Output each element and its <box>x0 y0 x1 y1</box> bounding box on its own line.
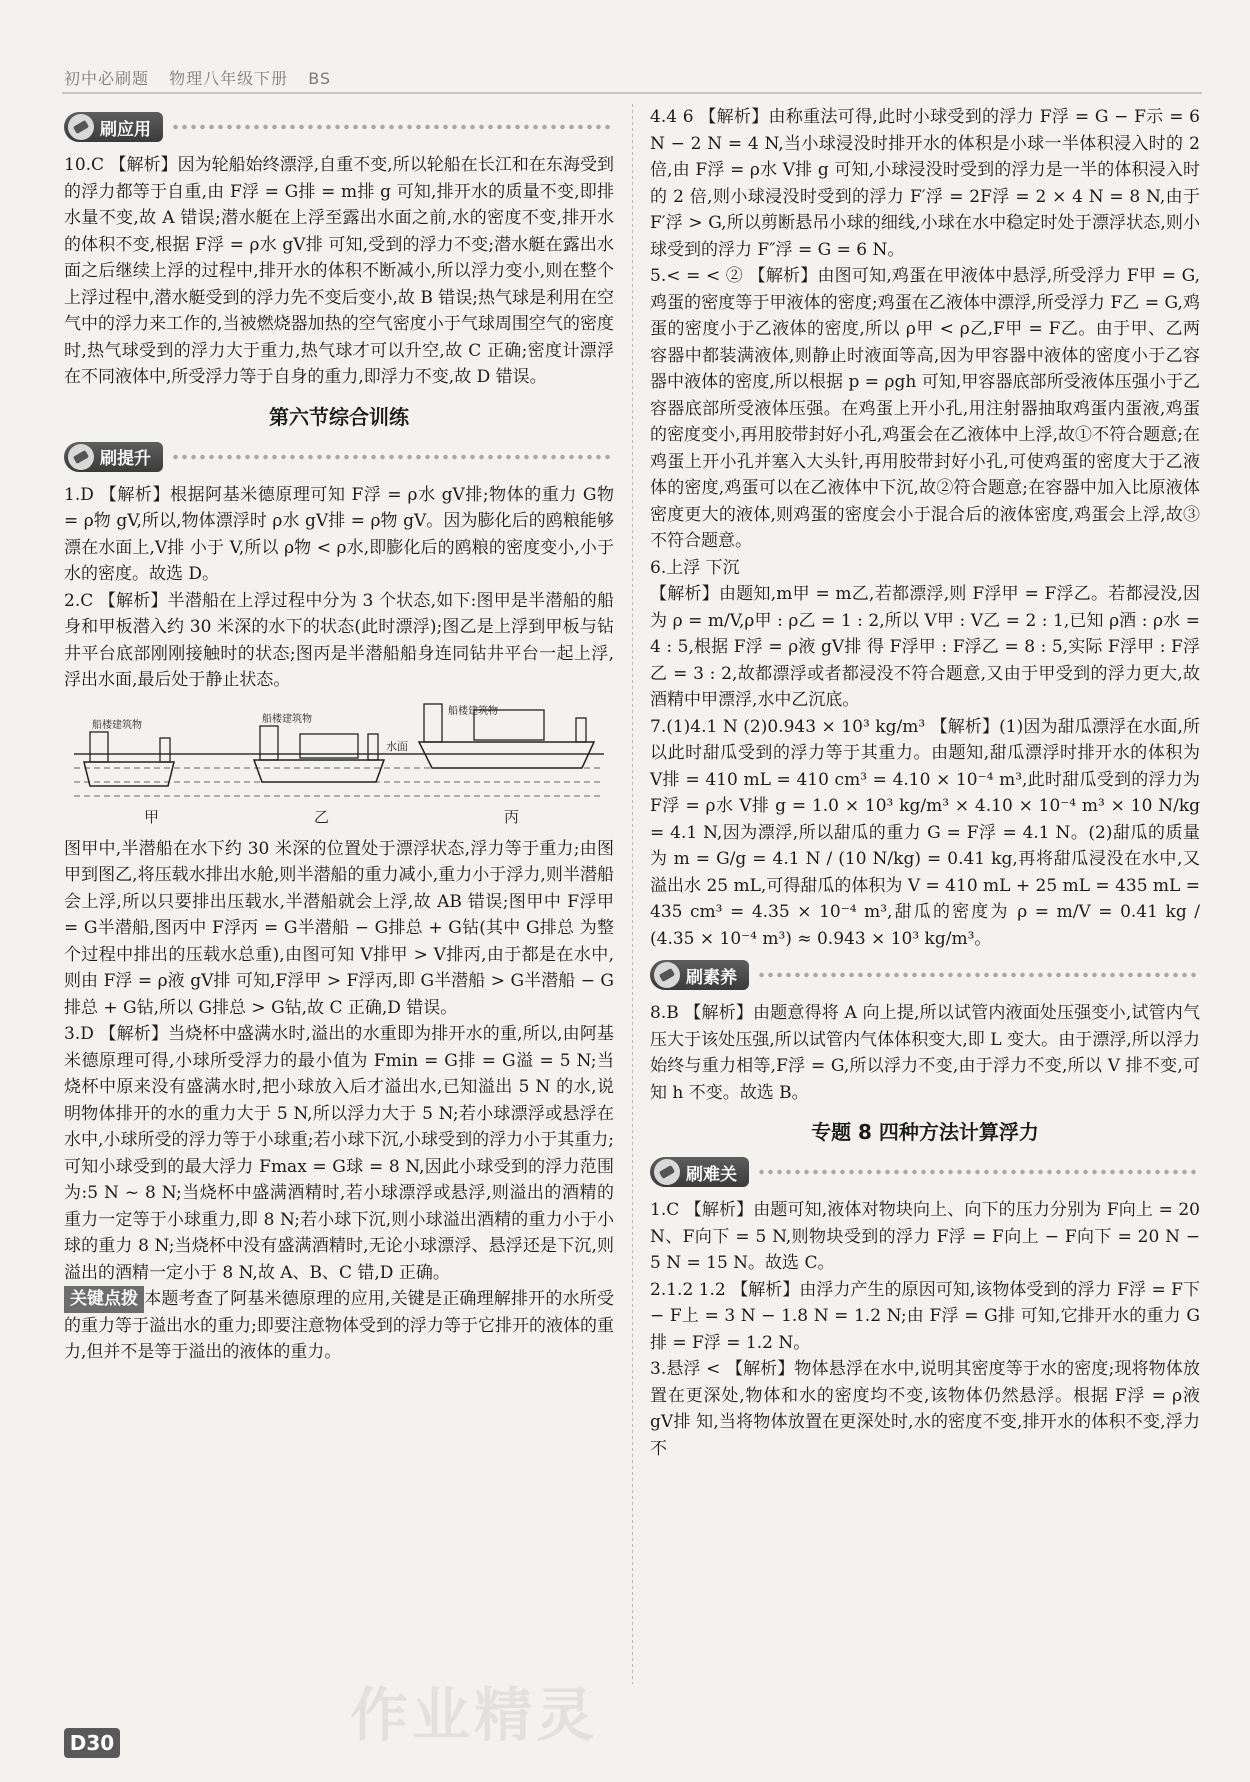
key-point <box>64 1286 614 1366</box>
header-rule <box>62 92 1202 94</box>
dotted-rule <box>171 123 614 131</box>
badge: 刷难关 <box>650 1157 749 1187</box>
answer-3: 3.D 【解析】当烧杯中盛满水时,溢出的水重即为排开水的重,所以,由阿基米德原理可得,小球所受浮力的最小值为 Fmin = G排 = G溢 = 5 N;当烧杯中原来没有盛满水时,把小球放入后才溢出水,已知溢出 5 N 的水,说明物体排开的水的重力大于 5 N,所以浮力大于 5 N;若小球漂浮或悬浮在水中,小球所受的浮力等于小球重;若小球下沉,小球受到的浮力小于其重力;可知小球受到的最大浮力 Fmax = G球 = 8 N,因此小球受到的浮力范围为:5 N ~ 8 N;当烧杯中盛满酒精时,若小球漂浮或悬浮,则溢出的酒精的重力一定等于小球重力,即 8 N;若小球下沉,则小球溢出酒精的重力小于小球的重力 8 N;当烧杯中没有盛满酒精时,无论小球漂浮、悬浮还是下沉,则溢出的酒精一定小于 8 N,故 A、B、C 错,D 正确。 <box>64 1024 614 1283</box>
topic-answer-2: 2.1.2 1.2 【解析】由浮力产生的原因可知,该物体受到的浮力 F浮 = F下 − F上 = 3 N − 1.8 N = 1.2 N;由 F浮 = G排 可知,它排开水的重力 G排 = F浮 = 1.2 N。 <box>650 1279 1200 1353</box>
dotted-rule <box>757 1168 1200 1176</box>
water-surface-label: 水面 <box>386 739 408 753</box>
answer-2-continued: 图甲中,半潜船在水下约 30 米深的位置处于漂浮状态,浮力等于重力;由图甲到图乙,将压载水排出水舱,则半潜船的重力减小,重力小于浮力,则半潜船会上浮,所以只要排出压载水,半潜船就会上浮,故 AB 错误;图甲中 F浮甲 = G半潜船,图丙中 F浮丙 = G半潜船 − G排总 + G钻(其中 G排总 为整个过程中排出的压载水总重),由图可知 V排甲 > V排丙,由于都是在水中,则由 F浮 = ρ液 gV排 可知,F浮甲 > F浮丙,即 G半潜船 > G半潜船 − G排总 + G钻,所以 G排总 > G钻,故 C 正确,D 错误。 <box>64 838 614 1018</box>
ship-hull-bing <box>419 742 594 768</box>
topic-title: 专题 8 四种方法计算浮力 <box>811 1120 1039 1144</box>
answer-5: 5.< = < ② 【解析】由图可知,鸡蛋在甲液体中悬浮,所受浮力 F甲 = G,鸡蛋的密度等于甲液体的密度;鸡蛋在乙液体中漂浮,所受浮力 F乙 = G,鸡蛋的密度小于乙液体的密度,所以 ρ甲 < ρ乙,F甲 = F乙。由于甲、乙两容器中都装满液体,则静止时液面等高,因为甲容器中液体的密度小于乙容器中液体的密度,所以根据 p = ρgh 可知,甲容器底部所受液体压强小于乙容器底部所受液体压强。在鸡蛋上开小孔,用注射器抽取鸡蛋内蛋液,鸡蛋的密度变小,再用胶带封好小孔,鸡蛋会在乙液体中上浮,故①不符合题意;在鸡蛋上开小孔并塞入大头针,再用胶带封好小孔,可使鸡蛋的密度大于乙液体的密度,鸡蛋可以在乙液体中下沉,故②符合题意;在容器中加入比原液体密度更大的液体,则鸡蛋的密度会小于混合后的液体密度,鸡蛋会上浮,故③不符合题意。 <box>650 266 1200 551</box>
ship-stern-yi <box>368 734 378 760</box>
ship-stern-jia <box>160 738 170 762</box>
dotted-rule <box>757 971 1200 979</box>
building-label-jia: 船楼建筑物 <box>92 719 142 731</box>
building-label-yi: 船楼建筑物 <box>262 713 312 725</box>
ship-diagram <box>64 698 614 832</box>
key-point-text: 本题考查了阿基米德原理的应用,关键是正确理解排开的水所受的重力等于溢出水的重力;即要注意物体受到的浮力等于它排开的液体的重力,但并不是等于溢出的液体的重力。 <box>64 1289 614 1362</box>
page-header <box>64 66 345 89</box>
badge: 刷应用 <box>64 112 163 142</box>
semi-submersible-figure <box>64 698 614 828</box>
badge: 刷提升 <box>64 442 163 472</box>
ship-tower-bing <box>424 704 442 742</box>
section-badge-improve <box>64 438 614 476</box>
watermark: 作业精灵 <box>350 1681 599 1749</box>
answer-7: 7.(1)4.1 N (2)0.943 × 10³ kg/m³ 【解析】(1)因为甜瓜漂浮在水面,所以此时甜瓜受到的浮力等于其重力。由题知,甜瓜漂浮时排开水的体积为 V排 = 410 mL = 410 cm³ = 4.10 × 10⁻⁴ m³,此时甜瓜受到的浮力为 F浮 = ρ水 V排 g = 1.0 × 10³ kg/m³ × 4.10 × 10⁻⁴ m³ × 10 N/kg = 4.1 N,因为漂浮,所以甜瓜的重力 G = F浮 = 4.1 N。(2)甜瓜的质量为 m = G/g = 4.1 N / (10 N/kg) = 0.41 kg,再将甜瓜浸没在水中,又溢出水 25 mL,可得甜瓜的体积为 V = 410 mL + 25 mL = 435 mL = 435 cm³ = 4.35 × 10⁻⁴ m³,甜瓜的密度为 ρ = m/V = 0.41 kg / (4.35 × 10⁻⁴ m³) ≈ 0.943 × 10³ kg/m³。 <box>650 716 1200 949</box>
series-name: 初中必刷题 <box>64 69 150 88</box>
section-badge-quality <box>650 956 1200 994</box>
section-badge-hard <box>650 1153 1200 1191</box>
building-label-bing: 船楼建筑物 <box>448 705 498 717</box>
brush-icon <box>654 1159 680 1185</box>
answer-6-analysis: 【解析】由题知,m甲 = m乙,若都漂浮,则 F浮甲 = F浮乙。若都浸没,因为 ρ = m/V,ρ甲 : ρ乙 = 1 : 2,所以 V甲 : V乙 = 2 : 1,已知 ρ酒 : ρ水 = 4 : 5,根据 F浮 = ρ液 gV排 得 F浮甲 : F浮乙 = 8 : 5,实际 F浮甲 : F浮乙 = 3 : 2,故都漂浮或者都浸没不符合题意,又由于甲受到的浮力更大,故酒精中甲漂浮,水中乙沉底。 <box>650 584 1200 710</box>
answer-6: 6.上浮 下沉 <box>650 557 740 578</box>
ship-tower-yi <box>260 726 278 760</box>
subject-name: 物理八年级下册 <box>169 69 289 88</box>
topic-answer-3: 3.悬浮 < 【解析】物体悬浮在水中,说明其密度等于水的密度;现将物体放置在更深处,物体和水的密度均不变,该物体仍然悬浮。根据 F浮 = ρ液 gV排 知,当将物体放置在更深处时,水的密度不变,排开水的体积不变,浮力不 <box>650 1359 1200 1459</box>
column-divider <box>632 104 633 1684</box>
dotted-rule <box>171 453 614 461</box>
answer-4: 4.4 6 【解析】由称重法可得,此时小球受到的浮力 F浮 = G − F示 = 6 N − 2 N = 4 N,当小球浸没时排开水的体积是小球一半体积浸入时的 2 倍,由 F浮 = ρ水 V排 g 可知,小球浸没时受到的浮力是一半的体积浸入时的 2 倍,则小球浸没时受到的浮力 F′浮 = 2F浮 = 2 × 4 N = 8 N,由于 F′浮 > G,所以剪断悬吊小球的细线,小球在水中稳定时处于漂浮状态,则小球受到的浮力 F″浮 = G = 6 N。 <box>650 107 1200 260</box>
caption-bing: 丙 <box>504 807 520 826</box>
edition: BS <box>308 69 332 88</box>
brush-icon <box>68 444 94 470</box>
ship-tower-jia <box>90 732 108 762</box>
left-column <box>64 104 614 1366</box>
caption-yi: 乙 <box>314 807 330 826</box>
topic-answer-1: 1.C 【解析】由题可知,液体对物块向上、向下的压力分别为 F向上 = 20 N、F向下 = 5 N,则物块受到的浮力 F浮 = F向上 − F向下 = 20 N − 5 N = 15 N。故选 C。 <box>650 1200 1200 1273</box>
right-column <box>650 104 1200 1462</box>
key-point-label: 关键点拨 <box>64 1286 144 1313</box>
badge: 刷素养 <box>650 960 749 990</box>
page-number: D30 <box>64 1728 120 1758</box>
brush-icon <box>68 114 94 140</box>
section-badge-apply <box>64 108 614 146</box>
answer-2: 2.C 【解析】半潜船在上浮过程中分为 3 个状态,如下:图甲是半潜船的船身和甲板潜入约 30 米深的水下的状态(此时漂浮);图乙是上浮到甲板与钻井平台底部刚刚接触时的状态;图丙是半潜船船身连同钻井平台一起上浮,浮出水面,最后处于静止状态。 <box>64 590 614 690</box>
answer-1: 1.D 【解析】根据阿基米德原理可知 F浮 = ρ水 gV排;物体的重力 G物 = ρ物 gV,所以,物体漂浮时 ρ水 gV排 = ρ物 gV。因为膨化后的鸥粮能够漂在水面上,V排 小于 V,所以 ρ物 < ρ水,即膨化后的鸥粮的密度变小,小于水的密度。故选 D。 <box>64 484 614 584</box>
ship-hull-yi <box>254 760 384 782</box>
answer-8: 8.B 【解析】由题意得将 A 向上提,所以试管内液面处压强变小,试管内气压大于该处压强,所以试管内气体体积变大,即 L 变大。由于漂浮,所以浮力始终与重力相等,F浮 = G,所以浮力不变,由于浮力不变,所以 V 排不变,可知 h 不变。故选 B。 <box>650 1003 1200 1103</box>
section-title: 第六节综合训练 <box>269 404 409 429</box>
answer-10: 10.C 【解析】因为轮船始终漂浮,自重不变,所以轮船在长江和在东海受到的浮力都等于自重,由 F浮 = G排 = m排 g 可知,排开水的质量不变,即排水量不变,故 A 错误;潜水艇在上浮至露出水面之前,水的密度不变,排开水的体积不变,根据 F浮 = ρ水 gV排 可知,受到的浮力不变;潜水艇在露出水面之后继续上浮的过程中,排开水的体积不断减小,所以浮力变小,则在整个上浮过程中,潜水艇受到的浮力先不变后变小,故 B 错误;热气球是利用在空气中的浮力来工作的,当被燃烧器加热的空气密度小于气球周围空气的密度时,热气球受到的浮力大于重力,热气球才可以升空,故 C 正确;密度计漂浮在不同液体中,所受浮力等于自身的重力,即浮力不变,故 D 错误。 <box>64 155 614 387</box>
brush-icon <box>654 962 680 988</box>
ship-stern-bing <box>576 718 586 742</box>
caption-jia: 甲 <box>144 807 160 826</box>
